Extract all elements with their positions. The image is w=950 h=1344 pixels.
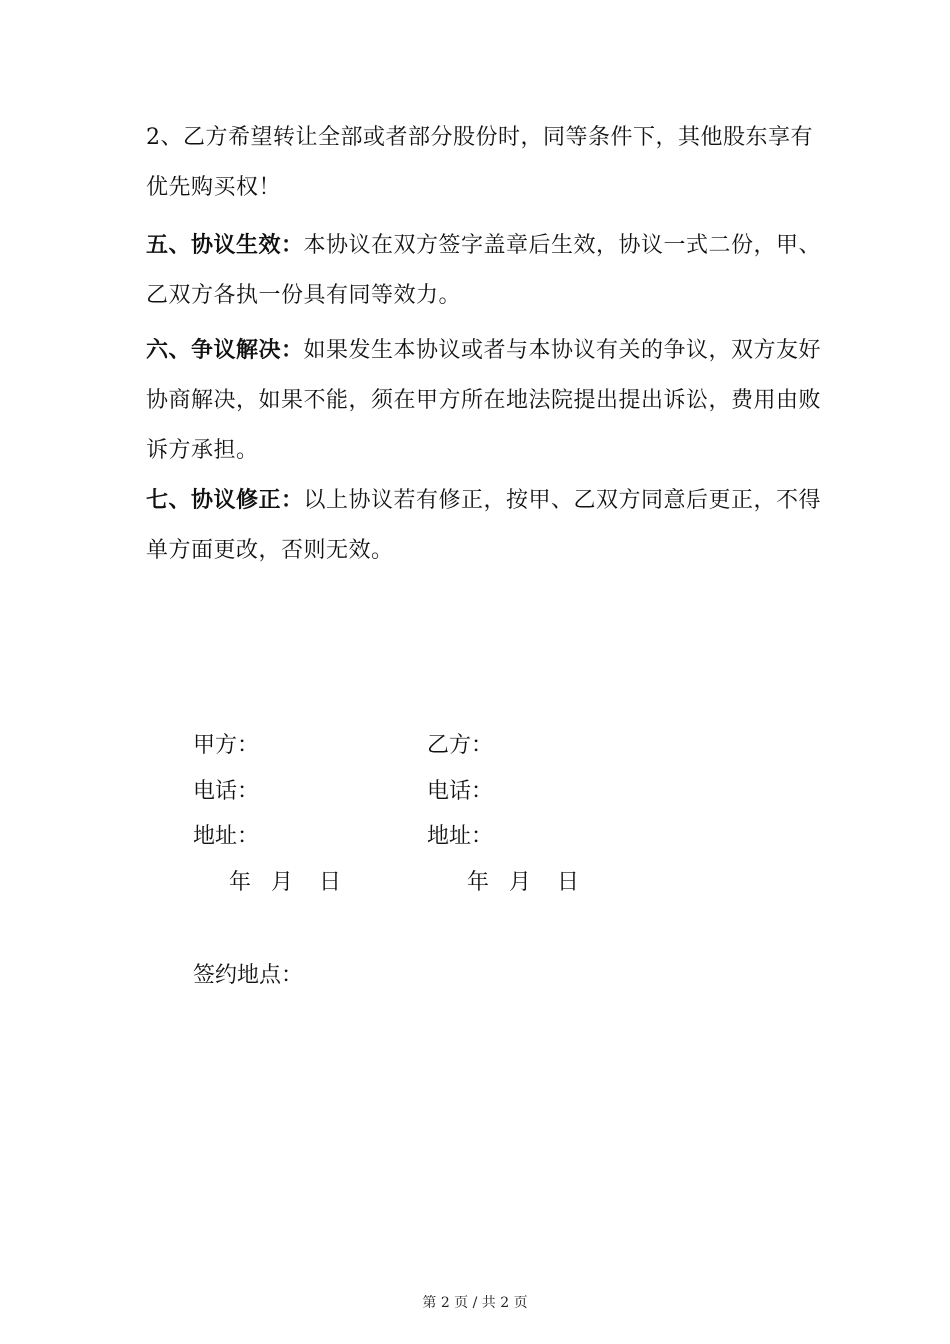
- signing-location-label: 签约地点：: [193, 963, 304, 988]
- date-a: [229, 868, 341, 898]
- clause-7-amendment: [146, 476, 826, 576]
- date-b: [467, 868, 579, 898]
- address-b-label: 地址：: [427, 824, 494, 849]
- clause-heading: 六、争议解决：: [146, 338, 304, 363]
- clause-body: 以上协议若有修正，按甲、乙双方同意后更正，不得单方面更改，否则无效。: [146, 488, 822, 563]
- clause-heading: 五、协议生效：: [146, 233, 304, 258]
- party-a-label: 甲方：: [193, 733, 260, 758]
- year-label: 年: [229, 870, 252, 895]
- clause-body: 本协议在双方签字盖章后生效，协议一式二份，甲、乙双方各执一份具有同等效力。: [146, 233, 822, 308]
- clause-6-dispute: [146, 326, 826, 476]
- clause-body: 如果发生本协议或者与本协议有关的争议，双方友好协商解决，如果不能，须在甲方所在地法院提出提出诉讼，费用由败诉方承担。: [146, 338, 822, 463]
- clause-heading: 七、协议修正：: [146, 488, 304, 513]
- year-label: 年: [467, 870, 490, 895]
- address-a-label: 地址：: [193, 824, 260, 849]
- month-label: 月: [509, 870, 532, 895]
- party-b-label: 乙方：: [427, 733, 494, 758]
- phone-b-label: 电话：: [427, 779, 494, 804]
- month-label: 月: [271, 870, 294, 895]
- clause-body: 2、乙方希望转让全部或者部分股份时，同等条件下，其他股东享有优先购买权！: [146, 125, 813, 200]
- page-footer: 第 2 页 / 共 2 页: [422, 1295, 528, 1311]
- phone-a-label: 电话：: [193, 779, 260, 804]
- day-label: 日: [557, 870, 580, 895]
- day-label: 日: [319, 870, 342, 895]
- clause-2-transfer: [146, 113, 826, 213]
- clause-5-effectiveness: [146, 221, 826, 321]
